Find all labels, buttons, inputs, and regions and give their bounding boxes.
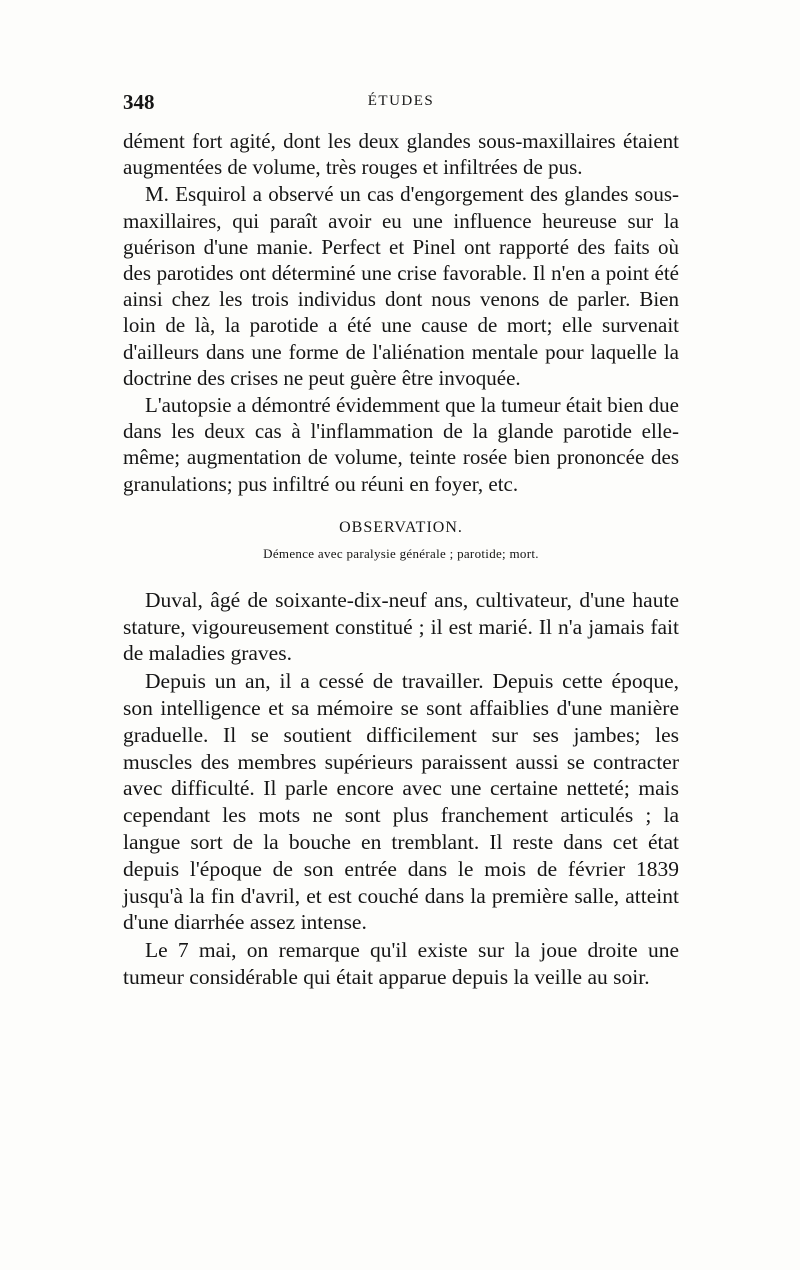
- paragraph-autopsie: L'autopsie a démontré évidemment que la tumeur était bien due dans les deux cas à l'inflammation de la glande parotide elle-même; augmentation de volume, teinte rosée bien prononcée des granulations; pus infiltré ou réuni en foyer, etc.: [123, 393, 679, 496]
- body-text: [123, 128, 679, 991]
- paragraph-esquirol: M. Esquirol a observé un cas d'engorgement des glandes sous-maxillaires, qui paraît avoir eu une influence heureuse sur la guérison d'une manie. Perfect et Pinel ont rapporté des faits où des parotides ont déterminé une crise favorable. Il n'en a point été ainsi chez les trois individus dont nous venons de parler. Bien loin de là, la parotide a été une cause de mort; elle survenait d'ailleurs dans une forme de l'aliénation mentale pour laquelle la doctrine des crises ne peut guère être invoquée.: [123, 182, 679, 390]
- running-head: [123, 90, 679, 118]
- page-number: 348: [123, 90, 155, 114]
- running-title: ÉTUDES: [367, 93, 435, 109]
- observation-title: OBSERVATION.: [339, 518, 463, 536]
- observation-heading: [123, 515, 679, 567]
- paragraph-continuation: dément fort agité, dont les deux glandes sous-maxillaires étaient augmentées de volume, très rouges et infiltrées de pus.: [123, 129, 679, 180]
- paragraph-depuis-un-an: Depuis un an, il a cessé de travailler. Depuis cette époque, son intelligence et sa mémoire se sont affaiblies d'une manière graduelle. Il se soutient difficilement sur ses jambes; les muscles des membres supérieurs paraissent aussi se contracter avec difficulté. Il parle encore avec une certaine netteté; mais cependant les mots ne sont plus franchement articulés ; la langue sort de la bouche en tremblant. Il reste dans cet état depuis l'époque de son entrée dans le mois de février 1839 jusqu'à la fin d'avril, et est couché dans la première salle, atteint d'une diarrhée assez intense.: [123, 669, 679, 935]
- observation-subtitle: Démence avec paralysie générale ; parotide; mort.: [263, 545, 539, 561]
- observation-text: [123, 587, 679, 991]
- paragraph-duval: Duval, âgé de soixante-dix-neuf ans, cultivateur, d'une haute stature, vigoureusement constitué ; il est marié. Il n'a jamais fait de maladies graves.: [123, 587, 679, 666]
- paragraph-7-mai: Le 7 mai, on remarque qu'il existe sur la joue droite une tumeur considérable qui était apparue depuis la veille au soir.: [123, 938, 679, 989]
